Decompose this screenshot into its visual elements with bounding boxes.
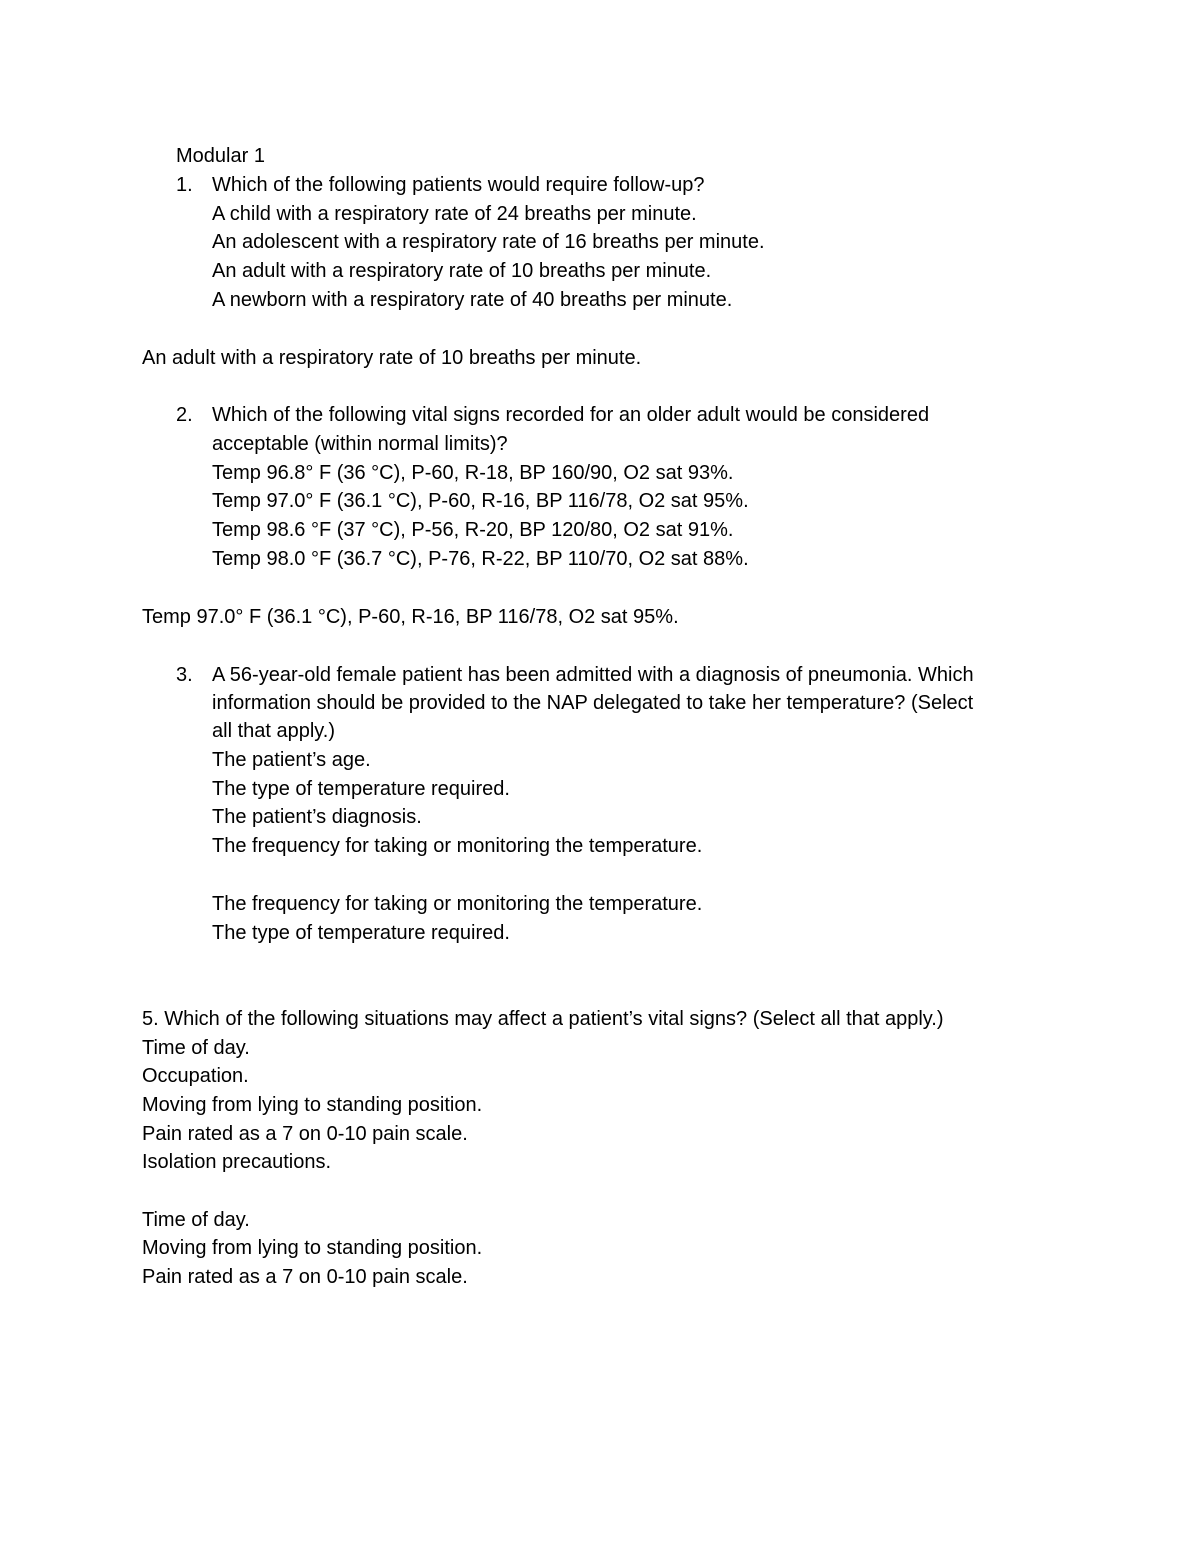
q5-answer: Moving from lying to standing position. [142, 1237, 483, 1259]
q5-option: Occupation. [142, 1065, 249, 1087]
document-heading: Modular 1 [176, 145, 265, 167]
q5-answer: Pain rated as a 7 on 0-10 pain scale. [142, 1266, 468, 1288]
q3-option: The type of temperature required. [212, 778, 510, 800]
q2-question-line: Which of the following vital signs recorded for an older adult would be considered [212, 404, 930, 426]
q1-answer: An adult with a respiratory rate of 10 breaths per minute. [142, 347, 642, 369]
q2-question-line: acceptable (within normal limits)? [212, 433, 508, 455]
q3-answer: The frequency for taking or monitoring the temperature. [212, 893, 703, 915]
q5-question: 5. Which of the following situations may affect a patient’s vital signs? (Select all that apply.) [142, 1008, 944, 1030]
q3-answer: The type of temperature required. [212, 922, 510, 944]
q2-answer: Temp 97.0° F (36.1 °C), P-60, R-16, BP 116/78, O2 sat 95%. [142, 606, 679, 628]
q1-option: An adult with a respiratory rate of 10 breaths per minute. [212, 260, 712, 282]
q1-option: An adolescent with a respiratory rate of 16 breaths per minute. [212, 231, 765, 253]
q2-option: Temp 96.8° F (36 °C), P-60, R-18, BP 160/90, O2 sat 93%. [212, 462, 734, 484]
q1-option: A child with a respiratory rate of 24 breaths per minute. [212, 203, 697, 225]
q5-option: Moving from lying to standing position. [142, 1094, 483, 1116]
q2-number: 2. [176, 404, 193, 426]
q3-option: The frequency for taking or monitoring the temperature. [212, 835, 703, 857]
q1-question: Which of the following patients would require follow-up? [212, 174, 705, 196]
q3-number: 3. [176, 664, 193, 686]
q3-option: The patient’s diagnosis. [212, 806, 422, 828]
q2-option: Temp 98.6 °F (37 °C), P-56, R-20, BP 120/80, O2 sat 91%. [212, 519, 734, 541]
q5-answer: Time of day. [142, 1209, 250, 1231]
q1-number: 1. [176, 174, 193, 196]
q5-option: Time of day. [142, 1037, 250, 1059]
q1-option: A newborn with a respiratory rate of 40 breaths per minute. [212, 289, 733, 311]
q2-option: Temp 97.0° F (36.1 °C), P-60, R-16, BP 116/78, O2 sat 95%. [212, 490, 749, 512]
q5-option: Isolation precautions. [142, 1151, 332, 1173]
q5-option: Pain rated as a 7 on 0-10 pain scale. [142, 1123, 468, 1145]
q2-option: Temp 98.0 °F (36.7 °C), P-76, R-22, BP 110/70, O2 sat 88%. [212, 548, 749, 570]
q3-question-line: information should be provided to the NAP delegated to take her temperature? (Select [212, 692, 974, 714]
q3-option: The patient’s age. [212, 749, 371, 771]
q3-question-line: all that apply.) [212, 720, 336, 742]
q3-question-line: A 56-year-old female patient has been admitted with a diagnosis of pneumonia. Which [212, 664, 974, 686]
